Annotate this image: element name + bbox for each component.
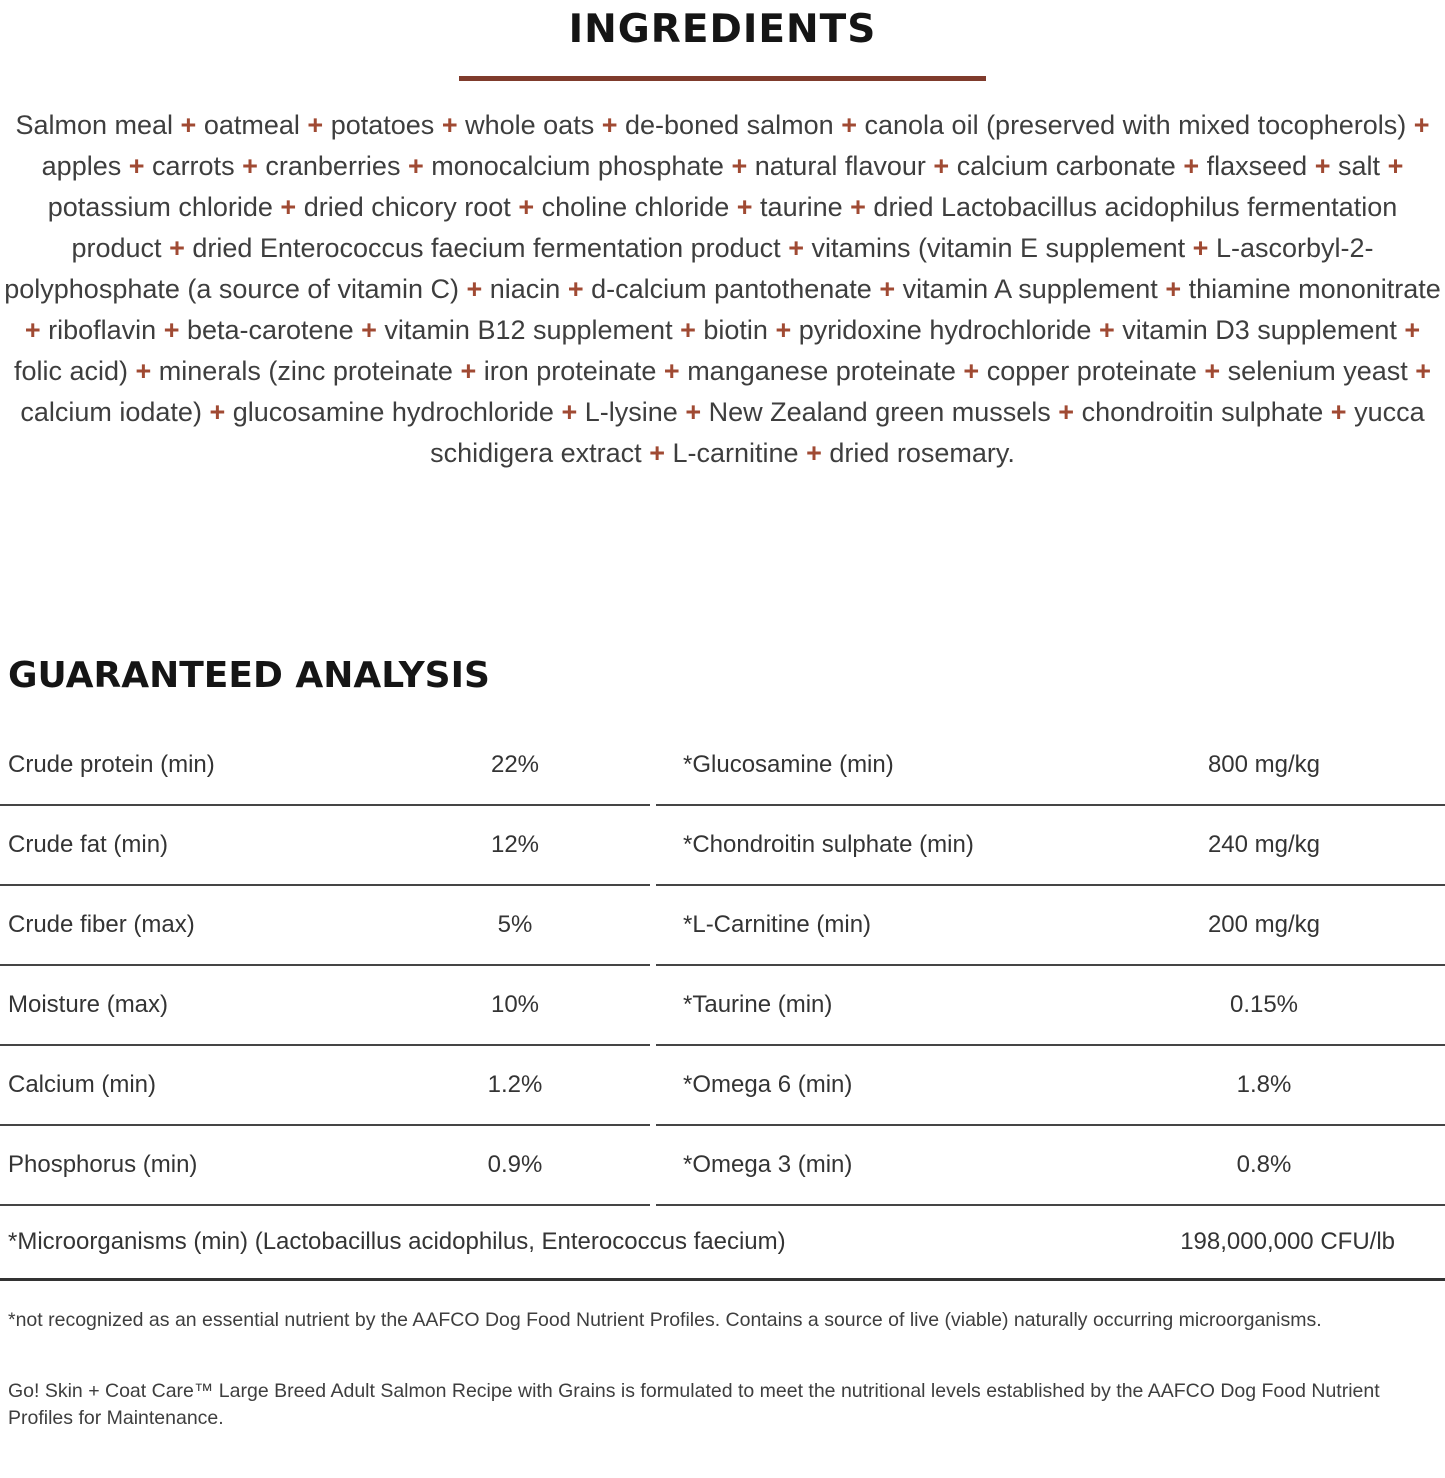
ga-row-label: Crude protein (min) [8,751,215,778]
ingredient-item: vitamins (vitamin E supplement [811,233,1186,263]
plus-separator: + [879,274,896,304]
ingredient-item: potatoes [330,110,435,140]
ingredients-title: INGREDIENTS [568,7,877,52]
ga-row-value: 240 mg/kg [1207,831,1321,858]
ingredient-item: vitamin A supplement [902,274,1158,304]
plus-separator: + [128,151,145,181]
ingredient-item: calcium carbonate [956,151,1176,181]
plus-separator: + [685,397,702,427]
ga-row-value: 1.8% [1236,1071,1292,1098]
plus-separator: + [1314,151,1331,181]
ingredient-item: chondroitin sulphate [1081,397,1324,427]
ga-row-value: 22% [490,751,540,778]
ga-row-value: 12% [490,831,540,858]
plus-separator: + [736,192,753,222]
ingredient-item: cranberries [265,151,401,181]
plus-separator: + [1413,110,1430,140]
plus-separator: + [663,356,680,386]
ingredient-item: whole oats [465,110,595,140]
plus-separator: + [169,233,185,263]
ingredient-item: riboflavin [48,315,157,345]
ingredient-item: beta-carotene [186,315,354,345]
ingredient-item: L-carnitine [672,438,799,468]
ga-row-label: Crude fat (min) [8,831,169,858]
ingredient-item: carrots [152,151,235,181]
plus-separator: + [788,233,804,263]
ga-row-value: 1.2% [487,1071,543,1098]
ga-row-label: Phosphorus (min) [8,1151,198,1178]
ingredient-item: copper proteinate [986,356,1197,386]
plus-separator: + [361,315,377,345]
ingredient-item: monocalcium phosphate [431,151,724,181]
ga-right-column [656,726,1445,1206]
ga-row-value: 0.9% [487,1151,543,1178]
ga-row [656,806,1445,886]
ga-row [0,966,650,1046]
ingredient-item: L-lysine [584,397,678,427]
ga-row-value: 200 mg/kg [1207,911,1321,938]
plus-separator: + [518,192,535,222]
ingredient-item: selenium yeast [1227,356,1408,386]
ingredient-item: vitamin B12 supplement [384,315,673,345]
plus-separator: + [1387,151,1404,181]
ga-row [656,1126,1445,1206]
ingredient-item: natural flavour [754,151,926,181]
ingredient-item: folic acid) [13,356,128,386]
ga-row-label: *Omega 6 (min) [683,1071,853,1098]
plus-separator: + [135,356,152,386]
ga-row [0,1046,650,1126]
ingredient-item: dried rosemary. [829,438,1015,468]
plus-separator: + [180,110,197,140]
guaranteed-analysis-table [0,726,1445,1281]
plus-separator: + [561,397,578,427]
plus-separator: + [649,438,665,468]
ingredient-item: niacin [489,274,561,304]
ga-row [656,1046,1445,1126]
ingredient-item: oatmeal [203,110,300,140]
ingredient-item: manganese proteinate [687,356,956,386]
ingredient-item: canola oil (preserved with mixed tocopherols) [864,110,1407,140]
plus-separator: + [806,438,822,468]
ga-row [0,886,650,966]
ga-row-value: 800 mg/kg [1207,751,1321,778]
ga-microorganisms-label: *Microorganisms (min) (Lactobacillus acidophilus, Enterococcus faecium) [8,1228,786,1255]
plus-separator: + [24,315,41,345]
ingredient-item: dried chicory root [303,192,511,222]
ga-row-label: *Omega 3 (min) [683,1151,853,1178]
ingredient-item: d-calcium pantothenate [591,274,872,304]
title-rule [459,76,986,81]
plus-separator: + [460,356,477,386]
aafco-statement: Go! Skin + Coat Care™ Large Breed Adult Salmon Recipe with Grains is formulated to meet the nutritional levels established by the AAFCO Dog Food Nutrient Profiles for Maintenance. [8,1380,1380,1429]
plus-separator: + [307,110,324,140]
plus-separator: + [209,397,226,427]
asterisk-footnote: *not recognized as an essential nutrient by the AAFCO Dog Food Nutrient Profiles. Contains a source of live (viable) naturally occurring microorganisms. [8,1309,1322,1331]
ingredient-item: dried Lactobacillus acidophilus fermentation product [71,192,1398,263]
ingredient-item: salt [1338,151,1381,181]
ingredient-item: minerals (zinc proteinate [158,356,453,386]
plus-separator: + [775,315,792,345]
ingredient-item: L-ascorbyl-2-polyphosphate (a source of vitamin C) [4,233,1374,304]
ga-row-value: 0.15% [1229,991,1299,1018]
ingredient-item: Salmon meal [15,110,174,140]
plus-separator: + [841,110,857,140]
ingredient-item: vitamin D3 supplement [1122,315,1397,345]
ga-row [0,806,650,886]
ingredient-item: dried Enterococcus faecium fermentation product [192,233,781,263]
plus-separator: + [731,151,748,181]
ga-row-value: 10% [490,991,540,1018]
ingredient-item: yucca schidigera extract [430,397,1425,468]
plus-separator: + [1183,151,1200,181]
ga-row [656,966,1445,1046]
ga-left-column [0,726,650,1206]
ingredient-item: apples [41,151,122,181]
plus-separator: + [1192,233,1209,263]
ingredient-item: iron proteinate [483,356,657,386]
plus-separator: + [242,151,258,181]
plus-separator: + [1404,315,1421,345]
ga-microorganisms-row [0,1206,1445,1281]
ingredient-item: thiamine mononitrate [1188,274,1441,304]
plus-separator: + [963,356,980,386]
plus-separator: + [567,274,584,304]
ingredient-item: glucosamine hydrochloride [232,397,554,427]
plus-separator: + [1415,356,1432,386]
ingredient-item: flaxseed [1206,151,1308,181]
ga-columns [0,726,1445,1206]
ga-row-label: Moisture (max) [8,991,169,1018]
ga-row [656,726,1445,806]
plus-separator: + [850,192,866,222]
plus-separator: + [1165,274,1182,304]
ga-row-label: Crude fiber (max) [8,911,195,938]
ga-microorganisms-value: 198,000,000 CFU/lb [1180,1228,1395,1255]
plus-separator: + [601,110,618,140]
plus-separator: + [933,151,950,181]
ingredient-item: de-boned salmon [625,110,834,140]
plus-separator: + [1204,356,1221,386]
ingredient-item: pyridoxine hydrochloride [798,315,1092,345]
ga-row [0,726,650,806]
plus-separator: + [466,274,483,304]
ga-row [656,886,1445,966]
plus-separator: + [1058,397,1075,427]
plus-separator: + [1098,315,1115,345]
plus-separator: + [680,315,696,345]
plus-separator: + [441,110,458,140]
plus-separator: + [280,192,297,222]
plus-separator: + [1330,397,1347,427]
ingredient-item: potassium chloride [47,192,273,222]
ingredients-section [0,7,1445,474]
guaranteed-analysis-title: GUARANTEED ANALYSIS [8,655,490,696]
ingredient-item: taurine [760,192,843,222]
ingredient-item: New Zealand green mussels [708,397,1051,427]
ingredient-item: choline chloride [541,192,730,222]
ingredients-list [4,105,1442,474]
ingredient-item: calcium iodate) [20,397,202,427]
ga-row-label: *L-Carnitine (min) [683,911,872,938]
ga-row-label: Calcium (min) [8,1071,157,1098]
ga-row-label: *Chondroitin sulphate (min) [683,831,974,858]
plus-separator: + [163,315,180,345]
ingredient-item: biotin [703,315,768,345]
ga-row-label: *Glucosamine (min) [683,751,894,778]
ga-row-value: 5% [497,911,533,938]
plus-separator: + [407,151,424,181]
ga-row-label: *Taurine (min) [683,991,833,1018]
guaranteed-analysis-section [0,656,1445,1281]
ga-row [0,1126,650,1206]
ga-row-value: 0.8% [1236,1151,1292,1178]
